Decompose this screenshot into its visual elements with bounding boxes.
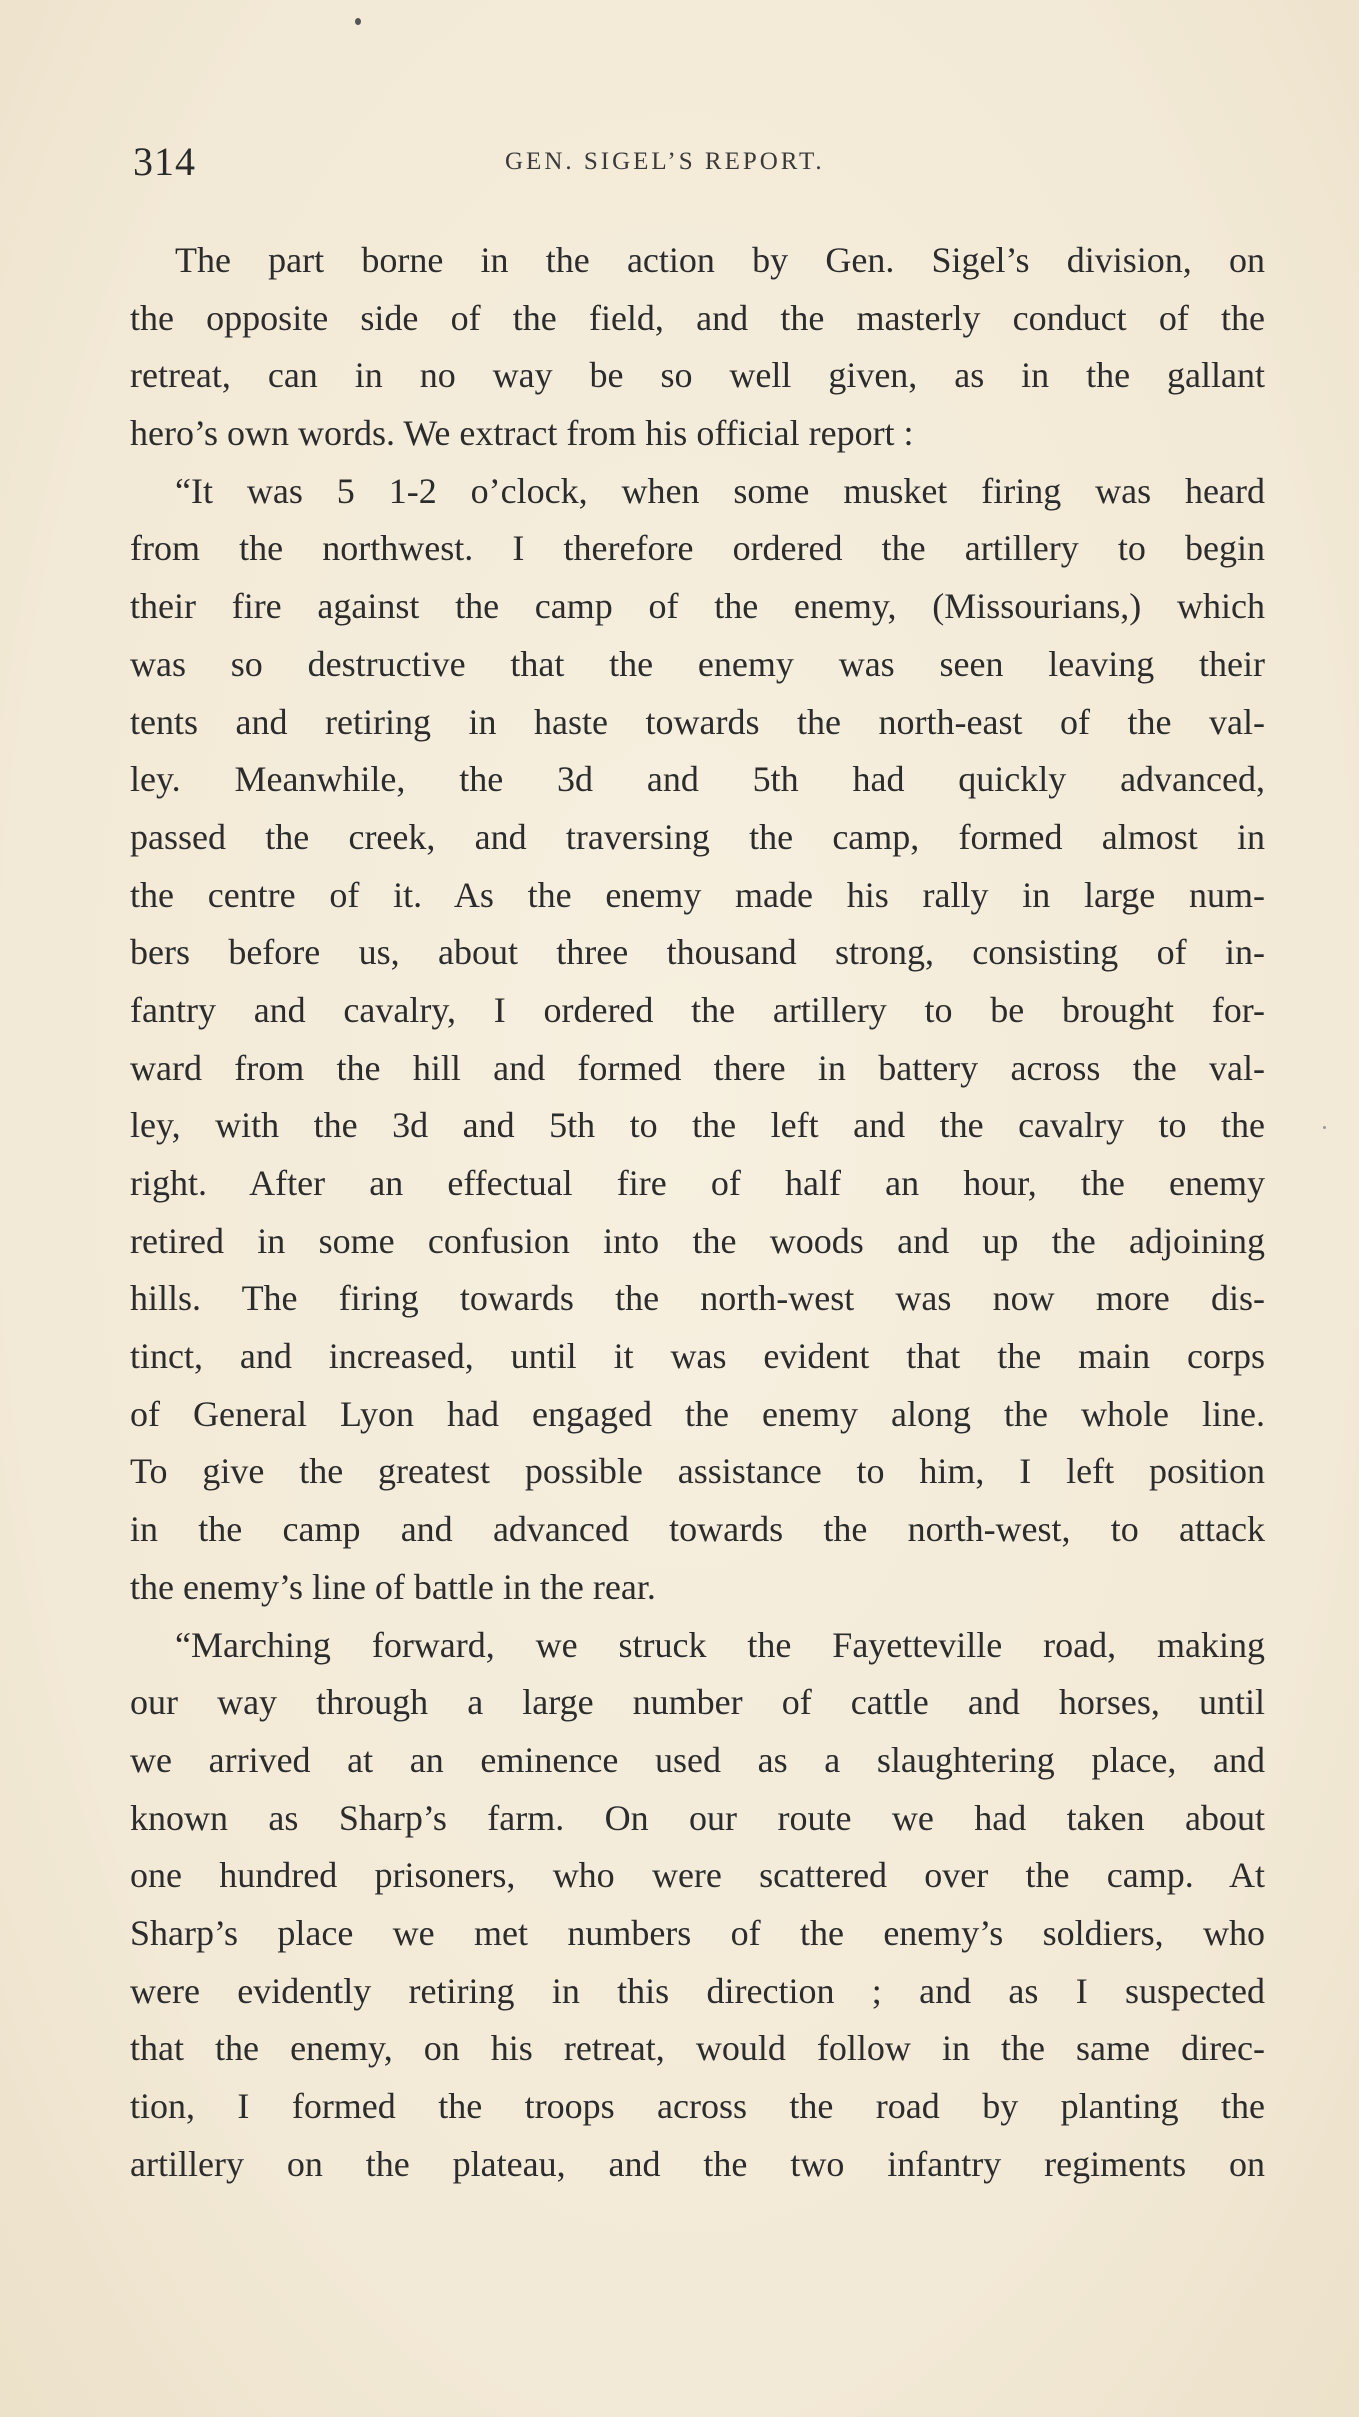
text-line: “It was 5 1-2 o’clock, when some musket firing was heard — [175, 470, 1265, 511]
body-text — [130, 232, 1265, 2193]
text-line: hills. The firing towards the north-west was now more dis- — [130, 1278, 1265, 1319]
text-line: retired in some confusion into the woods and up the adjoining — [130, 1220, 1265, 1261]
text-line: known as Sharp’s farm. On our route we had taken about — [130, 1797, 1265, 1838]
text-line: To give the greatest possible assistance to him, I left position — [130, 1451, 1265, 1492]
text-line: that the enemy, on his retreat, would follow in the same direc- — [130, 2028, 1265, 2069]
text-line: Sharp’s place we met numbers of the enemy’s soldiers, who — [130, 1912, 1265, 1953]
text-line: right. After an effectual fire of half an hour, the enemy — [130, 1163, 1265, 1203]
text-line: tents and retiring in haste towards the north-east of the val- — [130, 701, 1265, 742]
text-line: the opposite side of the field, and the masterly conduct of the — [130, 297, 1265, 338]
text-line: from the northwest. I therefore ordered the artillery to begin — [130, 528, 1265, 569]
text-line: ley, with the 3d and 5th to the left and the cavalry to the — [130, 1105, 1265, 1146]
text-line: tion, I formed the troops across the road by planting the — [130, 2086, 1265, 2126]
text-line: “Marching forward, we struck the Fayetteville road, making — [175, 1624, 1265, 1665]
text-line: the centre of it. As the enemy made his rally in large num- — [130, 874, 1265, 915]
text-line: was so destructive that the enemy was seen leaving their — [130, 643, 1265, 684]
text-line: we arrived at an eminence used as a slaughtering place, and — [130, 1739, 1265, 1780]
text-line: retreat, can in no way be so well given, as in the gallant — [130, 355, 1265, 396]
text-line: tinct, and increased, until it was evident that the main corps — [130, 1336, 1265, 1377]
text-line: artillery on the plateau, and the two infantry regiments on — [130, 2143, 1265, 2184]
text-line: the enemy’s line of battle in the rear. — [130, 1566, 656, 1607]
text-line: in the camp and advanced towards the north-west, to attack — [130, 1509, 1265, 1550]
text-line: were evidently retiring in this direction ; and as I suspected — [130, 1970, 1265, 2011]
text-line: of General Lyon had engaged the enemy along the whole line. — [130, 1393, 1265, 1434]
ink-speck — [1323, 1126, 1326, 1129]
text-line: passed the creek, and traversing the camp, formed almost in — [130, 816, 1265, 857]
text-line: hero’s own words. We extract from his official report : — [130, 413, 914, 454]
text-line: bers before us, about three thousand strong, consisting of in- — [130, 932, 1265, 973]
text-line: their fire against the camp of the enemy, (Missourians,) which — [130, 586, 1265, 627]
page-number: 314 — [133, 139, 196, 184]
running-head: GEN. SIGEL’S REPORT. — [505, 148, 825, 175]
ink-speck — [355, 18, 361, 25]
text-line: ward from the hill and formed there in battery across the val- — [130, 1047, 1265, 1088]
text-line: one hundred prisoners, who were scattered over the camp. At — [130, 1855, 1265, 1896]
text-line: our way through a large number of cattle and horses, until — [130, 1682, 1265, 1723]
page-header — [130, 138, 1260, 188]
text-line: ley. Meanwhile, the 3d and 5th had quickly advanced, — [130, 759, 1265, 800]
text-line: fantry and cavalry, I ordered the artillery to be brought for- — [130, 989, 1265, 1030]
text-line: The part borne in the action by Gen. Sigel’s division, on — [175, 240, 1265, 280]
